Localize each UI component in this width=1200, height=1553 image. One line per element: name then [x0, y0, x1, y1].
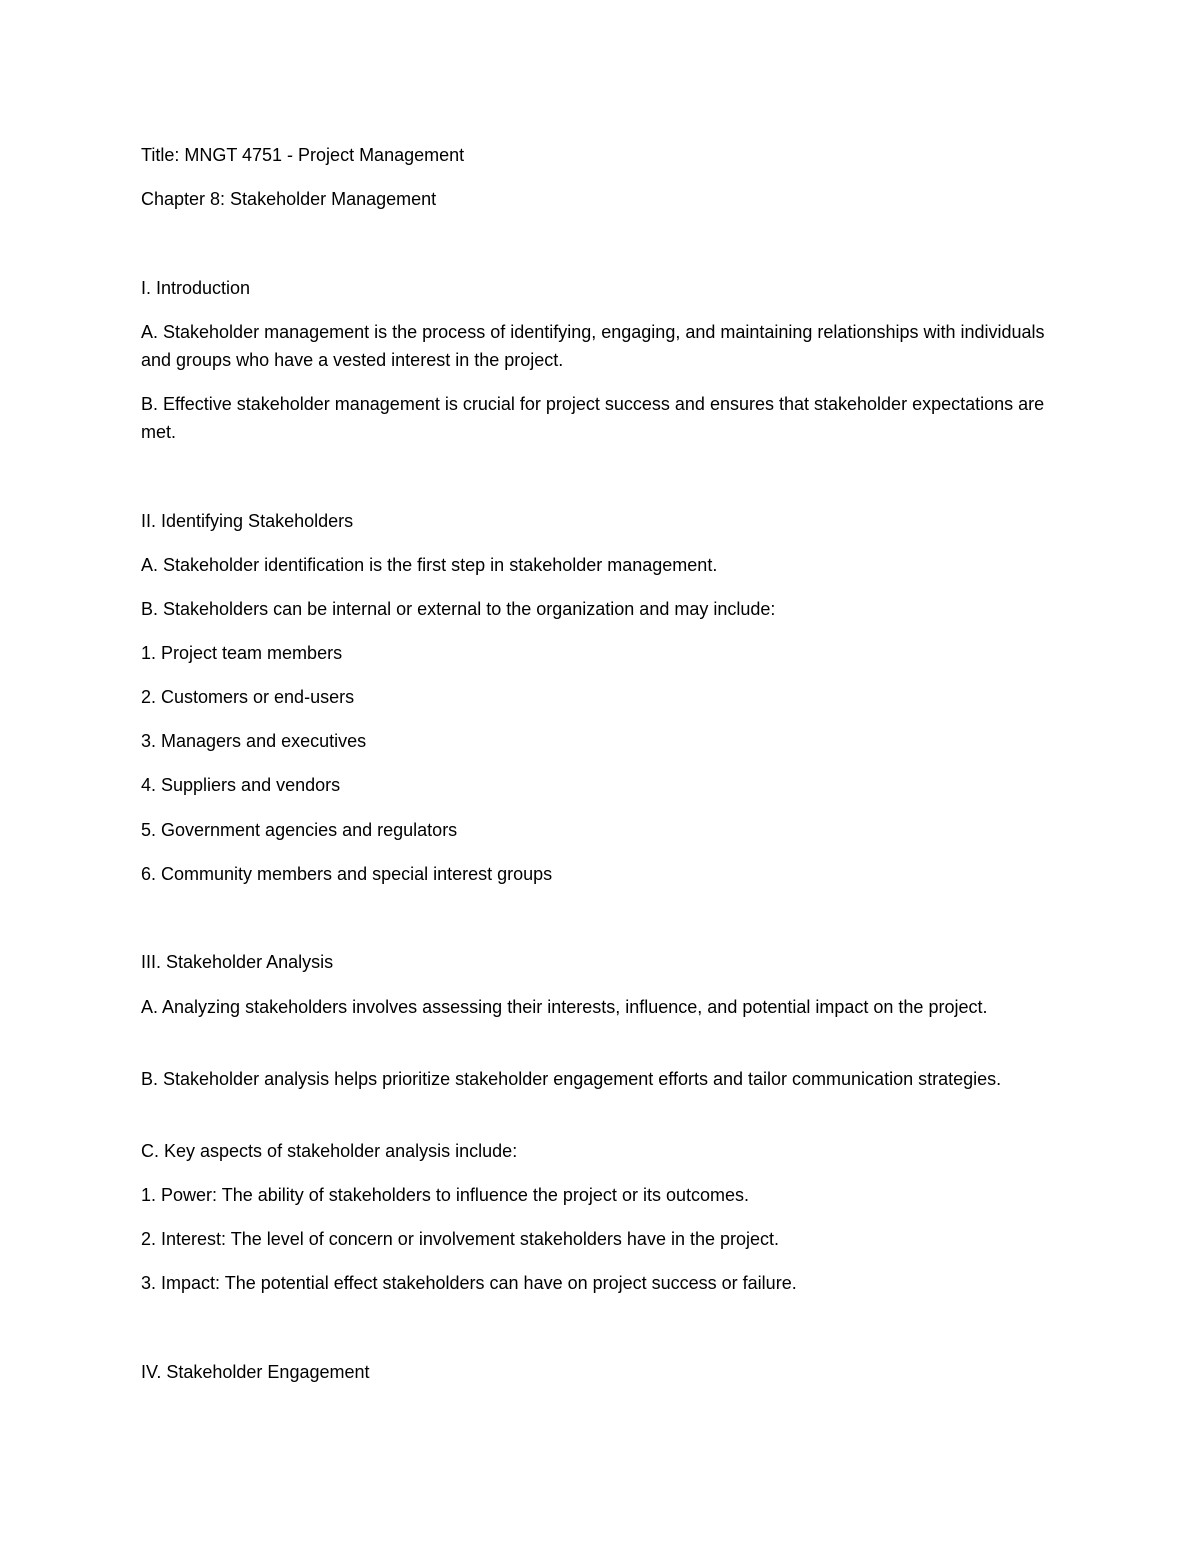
stakeholder-list-item-4: 4. Suppliers and vendors	[141, 775, 341, 795]
analysis-item-b: B. Stakeholder analysis helps prioritize stakeholder engagement efforts and tailor communication strategies.	[141, 1069, 1002, 1089]
analysis-list-item-2: 2. Interest: The level of concern or involvement stakeholders have in the project.	[141, 1229, 780, 1249]
stakeholder-list-item-6: 6. Community members and special interest groups	[141, 864, 553, 884]
section-heading-introduction: I. Introduction	[141, 278, 251, 298]
section-heading-identifying-stakeholders: II. Identifying Stakeholders	[141, 511, 354, 531]
analysis-item-a: A. Analyzing stakeholders involves assessing their interests, influence, and potential impact on the project.	[141, 997, 988, 1017]
analysis-item-c: C. Key aspects of stakeholder analysis include:	[141, 1141, 518, 1161]
identifying-item-b: B. Stakeholders can be internal or external to the organization and may include:	[141, 599, 776, 619]
section-heading-stakeholder-analysis: III. Stakeholder Analysis	[141, 952, 334, 972]
analysis-list-item-1: 1. Power: The ability of stakeholders to influence the project or its outcomes.	[141, 1185, 749, 1205]
stakeholder-list-item-5: 5. Government agencies and regulators	[141, 820, 458, 840]
stakeholder-list-item-2: 2. Customers or end-users	[141, 687, 355, 707]
stakeholder-list-item-1: 1. Project team members	[141, 643, 343, 663]
stakeholder-list-item-3: 3. Managers and executives	[141, 731, 367, 751]
analysis-list-item-3: 3. Impact: The potential effect stakeholders can have on project success or failure.	[141, 1273, 797, 1293]
section-heading-stakeholder-engagement: IV. Stakeholder Engagement	[141, 1362, 370, 1382]
identifying-item-a: A. Stakeholder identification is the first step in stakeholder management.	[141, 555, 718, 575]
document-title: Title: MNGT 4751 - Project Management	[141, 145, 465, 165]
intro-item-a: A. Stakeholder management is the process of identifying, engaging, and maintaining relationships with individuals and groups who have a vested interest in the project.	[141, 322, 1045, 370]
intro-item-b: B. Effective stakeholder management is crucial for project success and ensures that stakeholder expectations are met.	[141, 394, 1045, 442]
chapter-heading: Chapter 8: Stakeholder Management	[141, 189, 437, 209]
